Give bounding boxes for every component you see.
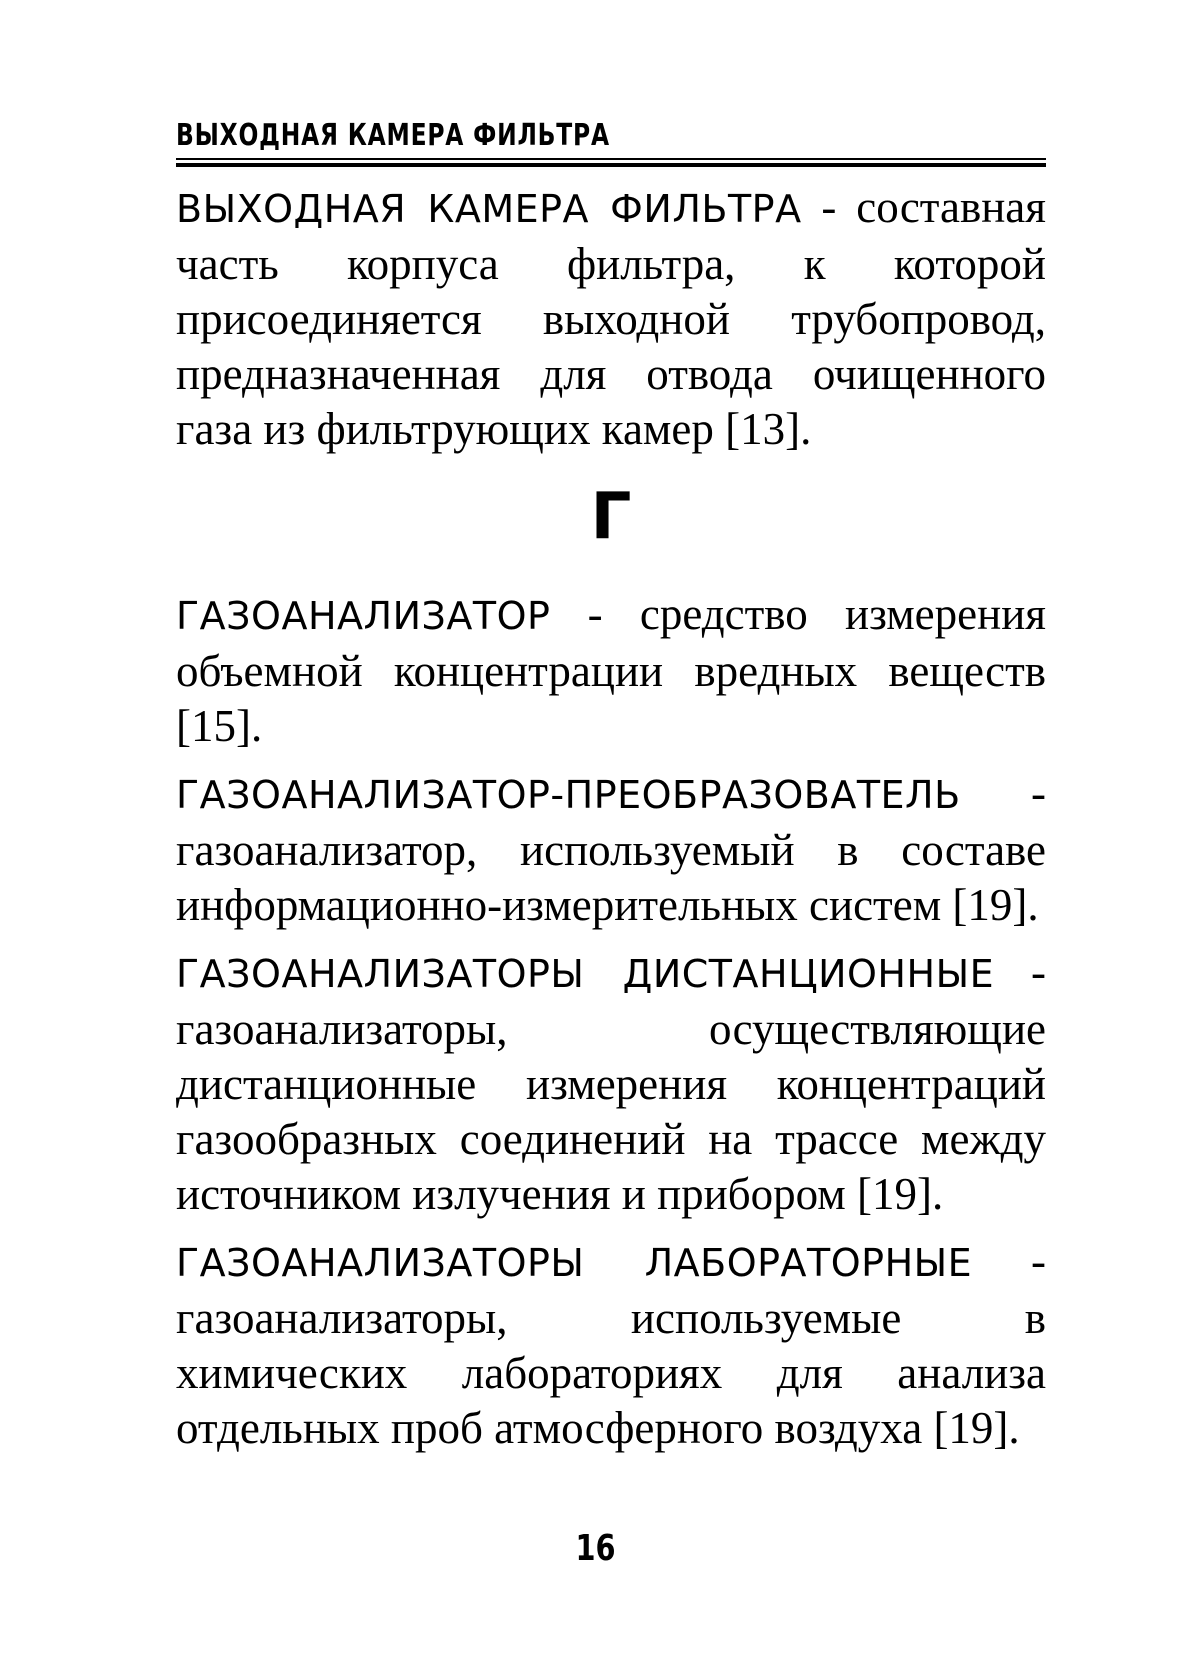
entry-definition: - газоанализатор, используемый в составе информационно-измерительных систем [19]. bbox=[176, 768, 1046, 930]
page-number: 16 bbox=[575, 1528, 616, 1569]
entry-definition: - газоанализаторы, используемые в химических лабораториях для анализа отдельных проб атмосферного воздуха [19]. bbox=[176, 1236, 1046, 1453]
header-rule-thick bbox=[176, 163, 1046, 167]
entry-remote-gas-analyzers bbox=[176, 945, 1046, 1222]
entry-definition: - газоанализаторы, осуществляющие дистанционные измерения концентраций газообразных соединений на трассе между источником излучения и прибором [19]. bbox=[176, 947, 1046, 1219]
entry-term: ГАЗОАНАЛИЗАТОРЫ ДИСТАНЦИОННЫЕ bbox=[176, 952, 995, 996]
entry-term: ГАЗОАНАЛИЗАТОР bbox=[176, 594, 551, 638]
dictionary-body bbox=[176, 180, 1046, 1456]
entry-term: ВЫХОДНАЯ КАМЕРА ФИЛЬТРА bbox=[176, 187, 802, 231]
entry-gas-analyzer-converter bbox=[176, 766, 1046, 933]
entry-definition: - средство измерения объемной концентрации вредных веществ [15]. bbox=[176, 589, 1046, 751]
letter-heading: Г bbox=[590, 480, 632, 554]
running-head: ВЫХОДНАЯ КАМЕРА ФИЛЬТРА bbox=[176, 118, 610, 153]
header-rule-thin bbox=[176, 158, 1046, 160]
entry-gas-analyzer bbox=[176, 587, 1046, 754]
entry-term: ГАЗОАНАЛИЗАТОРЫ ЛАБОРАТОРНЫЕ bbox=[176, 1241, 973, 1285]
entry-definition: - составная часть корпуса фильтра, к которой присоединяется выходной трубопровод, предназначенная для отвода очищенного газа из фильтрующих камер [13]. bbox=[176, 182, 1046, 454]
entry-term: ГАЗОАНАЛИЗАТОР-ПРЕОБРАЗОВАТЕЛЬ bbox=[176, 773, 961, 817]
entry-laboratory-gas-analyzers bbox=[176, 1234, 1046, 1456]
entry-output-chamber bbox=[176, 180, 1046, 457]
